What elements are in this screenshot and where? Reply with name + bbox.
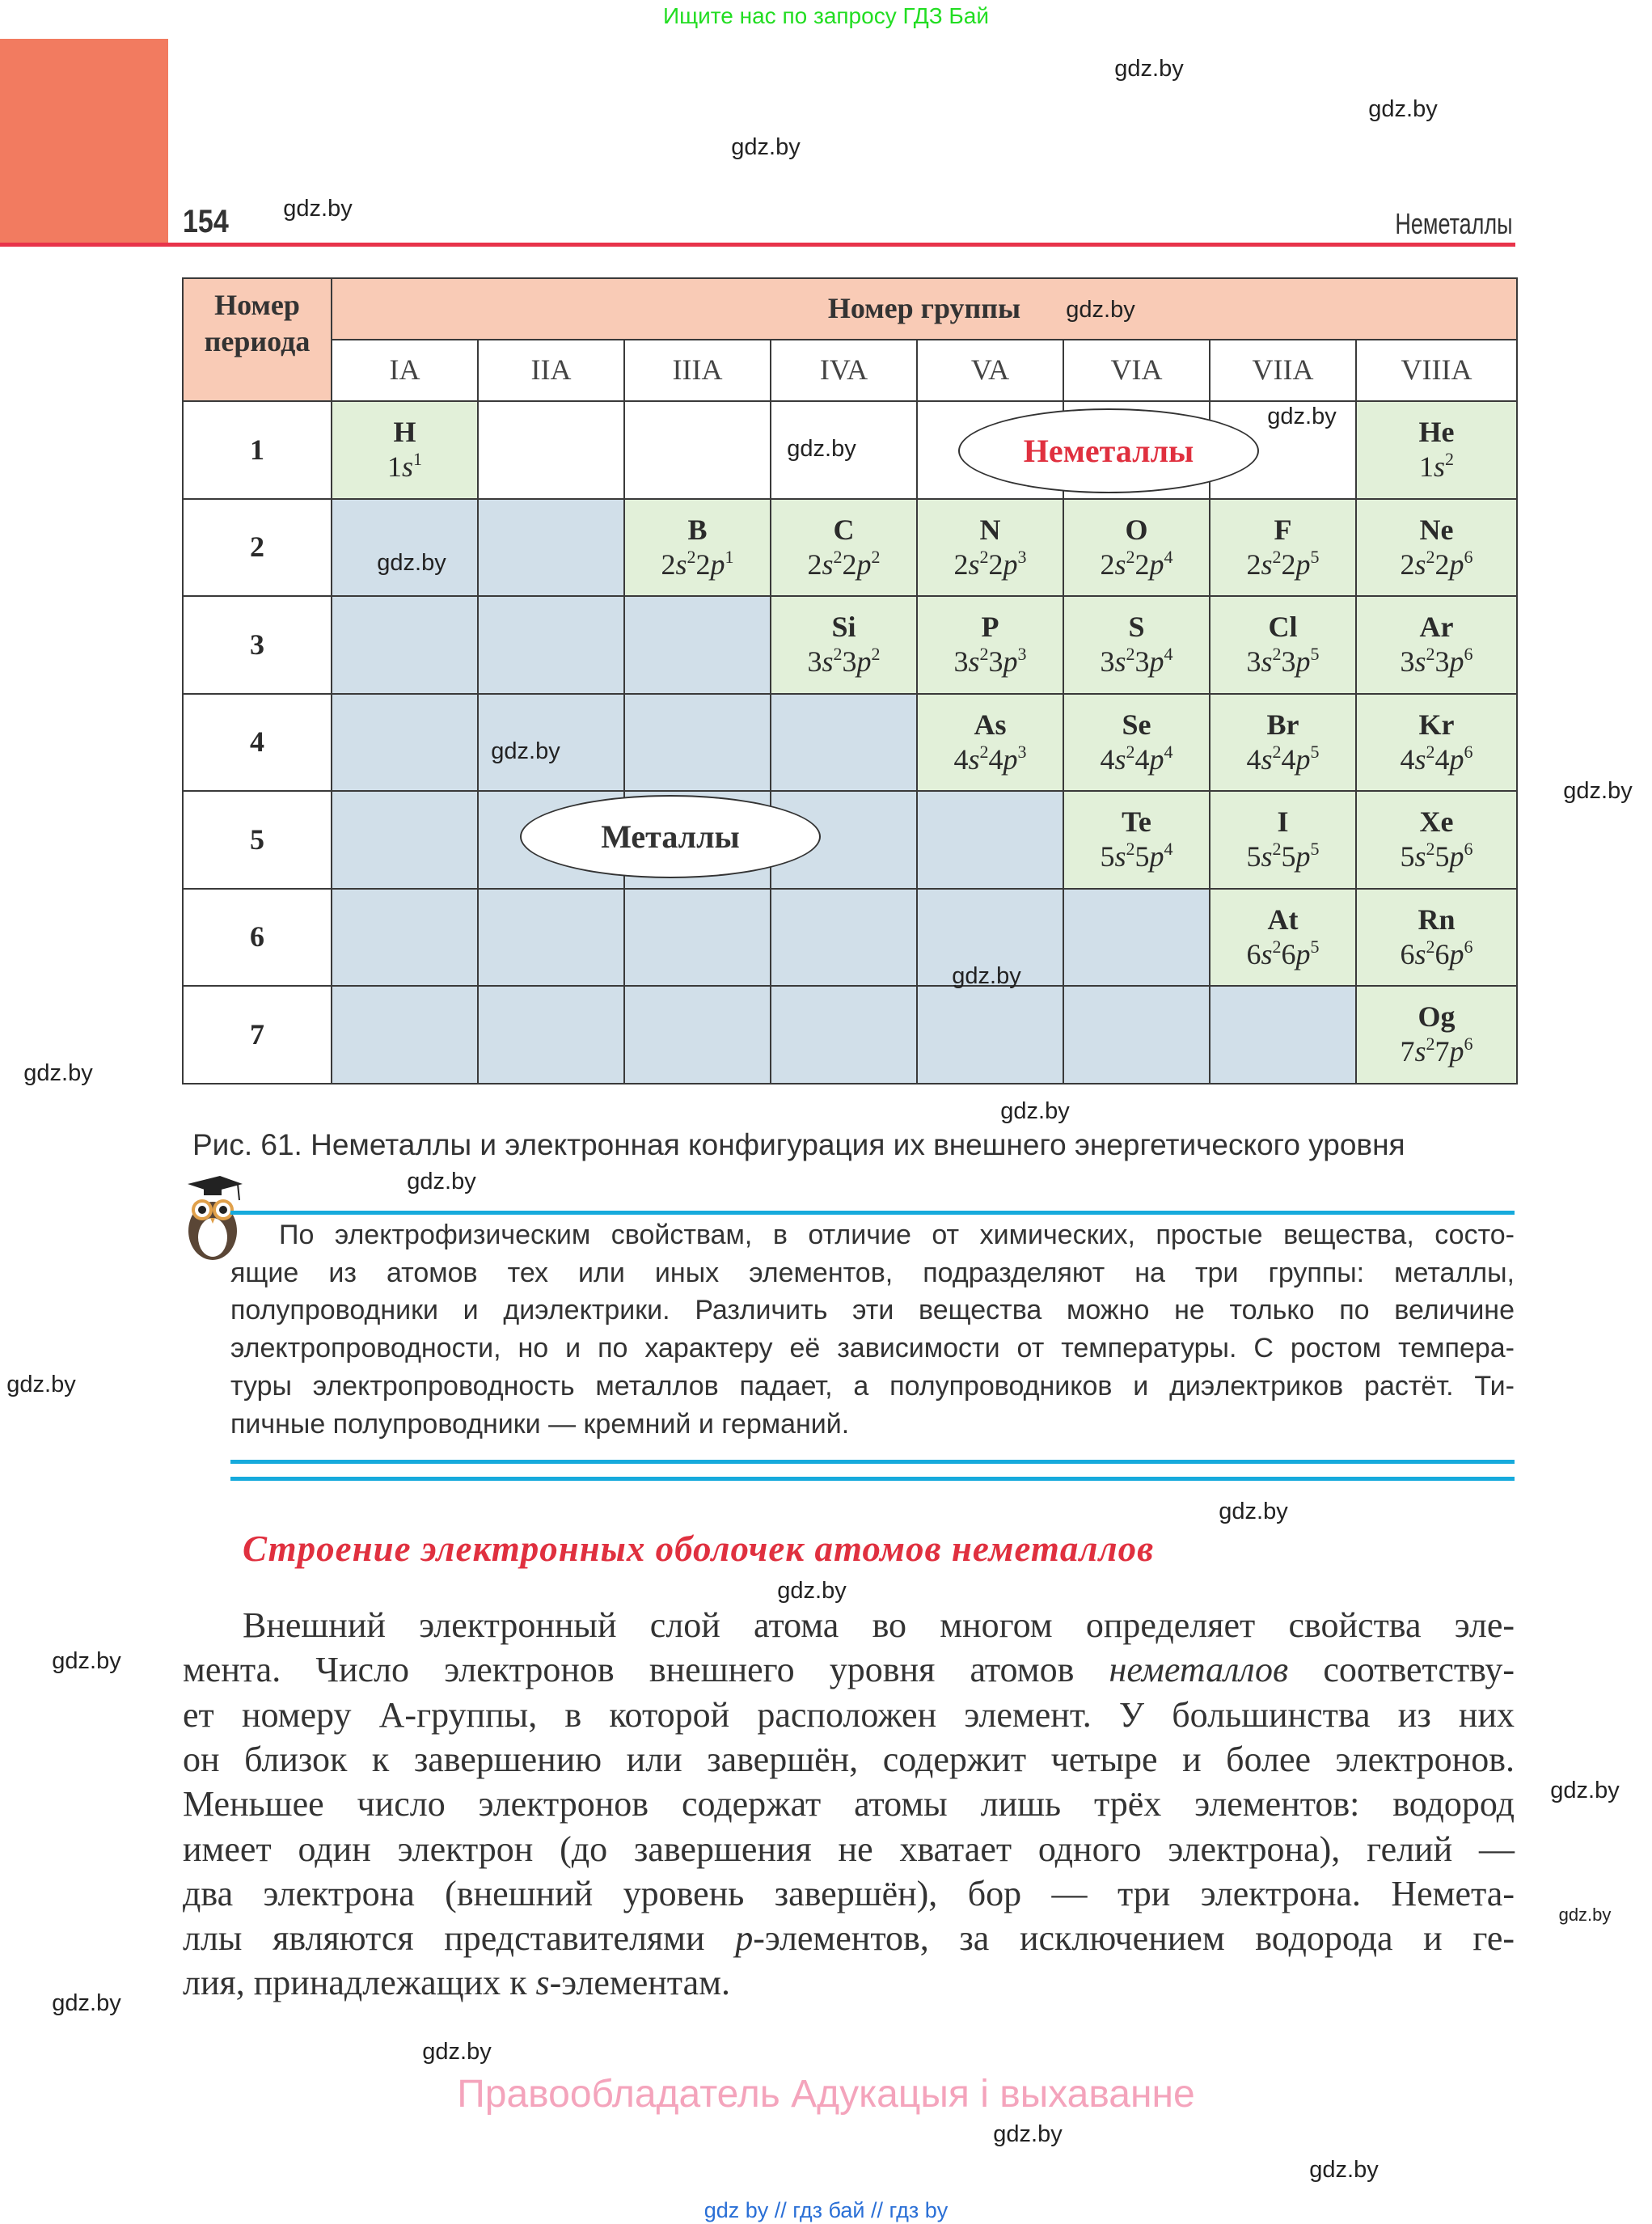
element-symbol: Rn [1418,903,1456,936]
group-VIA: VIA [1063,340,1210,401]
group-VA: VA [917,340,1063,401]
watermark: gdz.by [283,196,353,222]
watermark: gdz.by [993,2121,1063,2148]
electron-config: $5s^25p^5$ [1246,839,1320,873]
watermark: gdz.by [1267,404,1337,430]
electron-config: $4s^24p^6$ [1400,741,1473,776]
element-cell-Te [1063,791,1210,889]
group-IIA: IIA [478,340,624,401]
watermark: gdz.by [6,1372,76,1398]
body-line: мента. Число электронов внешнего уровня атомов неметаллов соответству- [183,1650,1515,1690]
electron-config: $2s^22p^6$ [1400,546,1473,581]
page-number: 154 [183,204,229,239]
period-row [183,889,1517,987]
empty-cell [332,499,478,597]
empty-cell [624,986,771,1084]
empty-cell [624,596,771,694]
electron-config: $2s^22p^2$ [807,546,881,581]
element-cell-Ne [1356,499,1517,597]
element-cell-P [917,596,1063,694]
empty-cell [332,694,478,792]
electron-config: $3s^23p^6$ [1400,644,1473,679]
period-row [183,791,1517,889]
group-IIIA: IIIA [624,340,771,401]
body-line: Внешний электронный слой атома во многом определяет свойства эле- [243,1605,1515,1645]
element-symbol: Cl [1268,611,1298,644]
group-header [332,278,1517,340]
page-corner-block [0,39,168,244]
electron-config: $2s^22p^3$ [953,546,1027,581]
element-cell-Ar [1356,596,1517,694]
watermark: gdz.by [1000,1098,1070,1125]
section-title: Неметаллы [1395,207,1513,240]
watermark: gdz.by [1309,2157,1379,2184]
callout-line: ящие из атомов тех или иных элементов, подразделяют на три группы: металлы, [230,1257,1515,1288]
empty-cell [478,499,624,597]
copyright-footer: Правообладатель Адукацыя і выхаванне [457,2073,1195,2116]
electron-config: $4s^24p^4$ [1100,741,1173,776]
electron-config: $3s^23p^4$ [1100,644,1173,679]
period-row [183,986,1517,1084]
nonmetals-oval: Неметаллы [958,408,1259,493]
period-number: 6 [183,889,332,987]
metals-oval: Металлы [520,795,821,878]
header-rule [0,243,1515,247]
empty-cell [478,889,624,987]
body-line: ллы являются представителями p-элементов, за исключением водорода и ге- [183,1918,1515,1959]
electron-config: $5s^25p^6$ [1400,839,1473,873]
watermark: gdz.by [1066,297,1135,323]
period-number: 1 [183,401,332,499]
search-hint: Ищите нас по запросу ГДЗ Бай [662,3,990,28]
watermark: gdz.by [1558,1904,1612,1925]
group-VIIA: VIIA [1210,340,1356,401]
element-cell-Si [771,596,917,694]
electron-config: $1s^1$ [387,449,422,484]
callout-line: пичные полупроводники — кремний и германий. [230,1408,850,1440]
watermark: gdz.by [52,1648,121,1675]
element-symbol: Og [1418,1000,1456,1034]
element-symbol: B [687,513,708,546]
period-row [183,694,1517,792]
element-symbol: P [981,611,999,644]
empty-cell [332,889,478,987]
empty-cell [771,889,917,987]
owl-icon [180,1173,246,1262]
callout-line: По электрофизическим свойствам, в отличие от химических, простые вещества, состо- [279,1220,1515,1250]
empty-cell [478,401,624,499]
element-symbol: Ar [1419,611,1454,644]
element-symbol: At [1267,903,1299,936]
element-cell-F [1210,499,1356,597]
element-cell-Cl [1210,596,1356,694]
element-symbol: As [974,708,1007,741]
callout-line: полупроводники и диэлектрики. Различить эти вещества можно не только по величине [230,1295,1515,1326]
watermark: gdz.by [422,2039,492,2065]
watermark: gdz.by [1563,778,1633,805]
electron-config: $4s^24p^5$ [1246,741,1320,776]
empty-cell [771,694,917,792]
empty-cell [478,986,624,1084]
body-line: Меньшее число электронов содержат атомы лишь трёх элементов: водород [183,1784,1515,1824]
electron-config: $3s^23p^2$ [807,644,881,679]
empty-cell [624,401,771,499]
watermark: gdz.by [1550,1778,1620,1804]
group-VIIIA: VIIIA [1356,340,1517,401]
empty-cell [624,694,771,792]
element-cell-H [332,401,478,499]
empty-cell [917,791,1063,889]
period-number: 7 [183,986,332,1084]
periodic-table [182,277,1518,1085]
electron-config: $1s^2$ [1418,449,1454,484]
electron-config: $2s^22p^4$ [1100,546,1173,581]
watermark: gdz.by [1114,56,1184,82]
element-symbol: Kr [1418,708,1455,741]
element-cell-Xe [1356,791,1517,889]
watermark: gdz.by [1368,96,1438,123]
period-row [183,596,1517,694]
period-header: Номер периода [183,278,332,401]
period-number: 4 [183,694,332,792]
element-cell-Kr [1356,694,1517,792]
body-line: ет номеру А-группы, в которой расположен элемент. У большинства из них [183,1694,1515,1735]
element-symbol: F [1274,513,1292,546]
electron-config: $5s^25p^4$ [1100,839,1173,873]
figure-caption: Рис. 61. Неметаллы и электронная конфигурация их внешнего энергетического уровня [192,1128,1405,1161]
electron-config: $2s^22p^5$ [1246,546,1320,581]
electron-config: $2s^22p^1$ [661,546,734,581]
bottom-links[interactable]: gdz by // гдз бай // гдз by [703,2198,949,2222]
electron-config: $7s^27p^6$ [1400,1034,1473,1068]
body-line: два электрона (внешний уровень завершён), бор — три электрона. Немета- [183,1873,1515,1913]
electron-config: $3s^23p^3$ [953,644,1027,679]
electron-config: $3s^23p^5$ [1246,644,1320,679]
element-cell-S [1063,596,1210,694]
element-cell-Og [1356,986,1517,1084]
element-symbol: Se [1122,708,1151,741]
element-cell-Br [1210,694,1356,792]
element-symbol: Xe [1419,805,1454,839]
callout-line: электропроводности, но и по характеру её зависимости от температуры. С ростом темпера- [230,1333,1515,1364]
callout-top-rule [230,1211,1515,1215]
element-cell-B [624,499,771,597]
element-symbol: I [1277,805,1289,839]
period-row [183,499,1517,597]
empty-cell [332,791,478,889]
element-cell-N [917,499,1063,597]
empty-cell [917,986,1063,1084]
element-cell-He [1356,401,1517,499]
element-symbol: H [393,416,416,449]
watermark: gdz.by [52,1990,121,2017]
element-symbol: Si [831,611,856,644]
group-header-label: Номер группы [827,292,1021,325]
element-cell-I [1210,791,1356,889]
element-symbol: C [833,513,855,546]
element-symbol: S [1128,611,1145,644]
watermark: gdz.by [777,1578,847,1605]
watermark: gdz.by [407,1169,476,1195]
watermark: gdz.by [787,436,856,463]
empty-cell [1063,986,1210,1084]
element-symbol: N [979,513,1001,546]
watermark: gdz.by [952,963,1021,990]
element-symbol: He [1418,416,1455,449]
group-IA: IA [332,340,478,401]
body-line: имеет один электрон (до завершения не хватает одного электрона), гелий — [183,1829,1515,1869]
electron-config: $4s^24p^3$ [953,741,1027,776]
empty-cell [1210,986,1356,1084]
element-cell-O [1063,499,1210,597]
callout-bottom-rule [230,1460,1515,1464]
empty-cell [332,596,478,694]
watermark: gdz.by [23,1060,93,1087]
element-symbol: Ne [1419,513,1454,546]
empty-cell [1063,889,1210,987]
callout-bottom-rule-2 [230,1477,1515,1481]
element-cell-Se [1063,694,1210,792]
watermark: gdz.by [491,738,560,765]
period-number: 5 [183,791,332,889]
element-cell-As [917,694,1063,792]
watermark: gdz.by [1219,1499,1288,1525]
element-symbol: Te [1122,805,1151,839]
element-symbol: O [1125,513,1148,546]
watermark: gdz.by [731,134,801,161]
element-symbol: Br [1266,708,1299,741]
period-number: 2 [183,499,332,597]
body-line: он близок к завершению или завершён, содержит четыре и более электронов. [183,1739,1515,1779]
electron-config: $6s^26p^6$ [1400,936,1473,970]
body-line: лия, принадлежащих к s-элементам. [183,1963,730,2003]
group-IVA: IVA [771,340,917,401]
empty-cell [771,986,917,1084]
electron-config: $6s^26p^5$ [1246,936,1320,970]
element-cell-C [771,499,917,597]
empty-cell [624,889,771,987]
section-heading: Строение электронных оболочек атомов неметаллов [243,1528,1155,1569]
empty-cell [478,596,624,694]
element-cell-At [1210,889,1356,987]
callout-line: туры электропроводность металлов падает, а полупроводников и диэлектриков растёт. Ти- [230,1370,1515,1402]
watermark: gdz.by [377,550,446,577]
empty-cell [332,986,478,1084]
period-number: 3 [183,596,332,694]
element-cell-Rn [1356,889,1517,987]
